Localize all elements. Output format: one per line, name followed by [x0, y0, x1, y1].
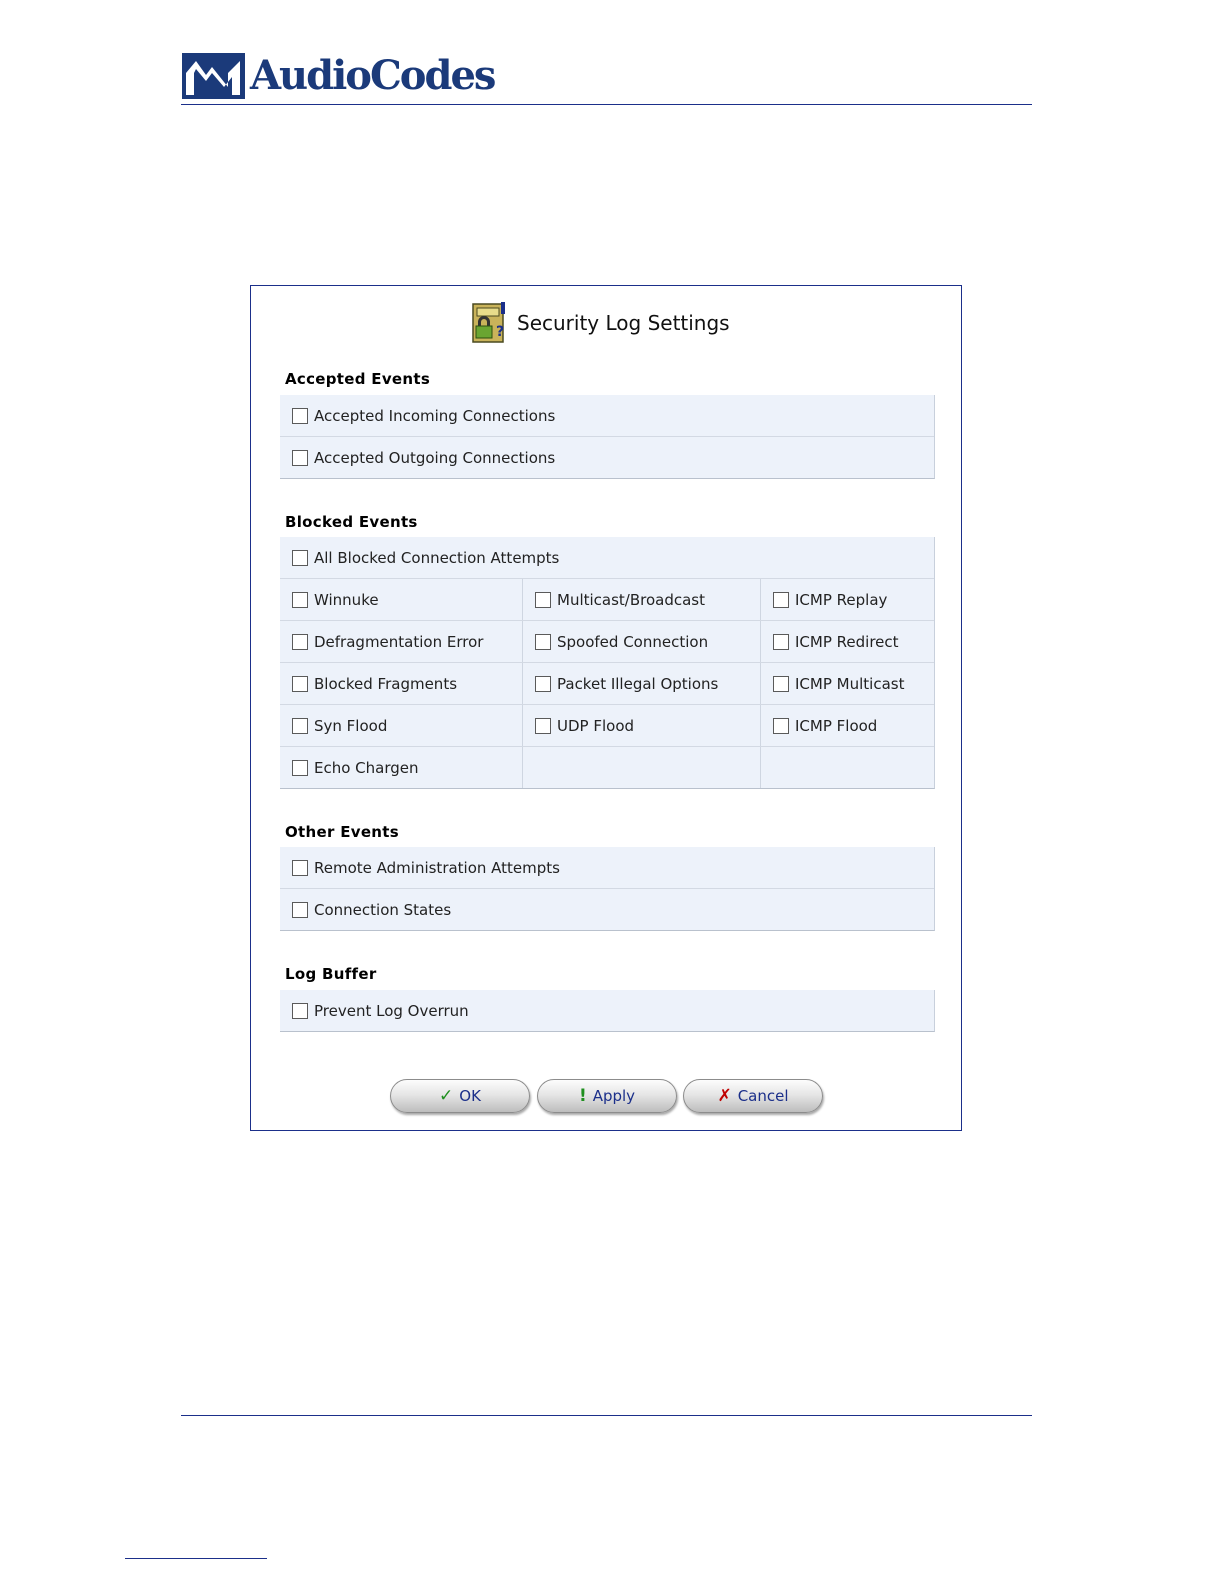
accepted-outgoing-option[interactable]: [280, 437, 934, 478]
accepted-events-heading: Accepted Events: [285, 370, 431, 388]
prevent-log-overrun-option[interactable]: [280, 990, 934, 1031]
list-item: [280, 537, 934, 579]
icmp-multicast-checkbox[interactable]: [773, 676, 789, 692]
checkbox-label: Echo Chargen: [314, 758, 419, 777]
ok-button-label: OK: [459, 1087, 481, 1105]
blocked-events-panel: [280, 537, 935, 789]
log-buffer-panel: [280, 990, 935, 1032]
dialog-title-row: [465, 300, 730, 346]
checkbox-label: Defragmentation Error: [314, 632, 484, 651]
multicast-broadcast-option[interactable]: [523, 579, 761, 620]
list-item: [280, 990, 934, 1031]
remote-admin-checkbox[interactable]: [292, 860, 308, 876]
syn-flood-checkbox[interactable]: [292, 718, 308, 734]
table-row: [280, 705, 934, 747]
icmp-flood-option[interactable]: [761, 705, 934, 746]
exclamation-icon: !: [578, 1086, 587, 1106]
table-row: [280, 747, 934, 788]
apply-button-label: Apply: [592, 1087, 636, 1105]
checkbox-label: Accepted Incoming Connections: [314, 406, 556, 425]
packet-illegal-options-option[interactable]: [523, 663, 761, 704]
ok-button[interactable]: [390, 1079, 530, 1113]
list-item: [280, 847, 934, 889]
prevent-log-overrun-checkbox[interactable]: [292, 1003, 308, 1019]
security-log-settings-dialog: [250, 285, 962, 1131]
checkbox-label: Prevent Log Overrun: [314, 1001, 469, 1020]
spoofed-connection-checkbox[interactable]: [535, 634, 551, 650]
checkbox-label: Remote Administration Attempts: [314, 858, 560, 877]
icmp-replay-option[interactable]: [761, 579, 934, 620]
winnuke-checkbox[interactable]: [292, 592, 308, 608]
footer-divider: [181, 1415, 1032, 1416]
checkbox-label: Spoofed Connection: [557, 632, 709, 651]
checkbox-label: ICMP Replay: [795, 590, 888, 609]
checkbox-label: Connection States: [314, 900, 452, 919]
footnote-divider: [125, 1558, 267, 1559]
all-blocked-option[interactable]: [280, 537, 934, 578]
list-item: [280, 395, 934, 437]
table-row: [280, 621, 934, 663]
defragmentation-error-checkbox[interactable]: [292, 634, 308, 650]
other-events-heading: Other Events: [285, 823, 399, 841]
security-log-icon: [465, 300, 511, 346]
echo-chargen-checkbox[interactable]: [292, 760, 308, 776]
brand-name: AudioCodes: [250, 52, 495, 99]
checkbox-label: Multicast/Broadcast: [557, 590, 706, 609]
log-buffer-heading: Log Buffer: [285, 965, 377, 983]
blocked-events-heading: Blocked Events: [285, 513, 418, 531]
list-item: [280, 437, 934, 478]
header-divider: [181, 104, 1032, 105]
connection-states-checkbox[interactable]: [292, 902, 308, 918]
syn-flood-option[interactable]: [280, 705, 523, 746]
spoofed-connection-option[interactable]: [523, 621, 761, 662]
table-row: [280, 663, 934, 705]
apply-button[interactable]: [537, 1079, 677, 1113]
accepted-events-panel: [280, 395, 935, 479]
accepted-outgoing-checkbox[interactable]: [292, 450, 308, 466]
icmp-redirect-option[interactable]: [761, 621, 934, 662]
blocked-fragments-option[interactable]: [280, 663, 523, 704]
checkbox-label: ICMP Multicast: [795, 674, 905, 693]
checkbox-label: ICMP Redirect: [795, 632, 899, 651]
checkbox-label: UDP Flood: [557, 716, 635, 735]
audiocodes-logo-icon: [182, 53, 245, 99]
checkbox-label: All Blocked Connection Attempts: [314, 548, 560, 567]
x-icon: ✗: [717, 1086, 732, 1106]
checkbox-label: Packet Illegal Options: [557, 674, 719, 693]
all-blocked-checkbox[interactable]: [292, 550, 308, 566]
list-item: [280, 889, 934, 930]
checkbox-label: ICMP Flood: [795, 716, 878, 735]
blocked-fragments-checkbox[interactable]: [292, 676, 308, 692]
udp-flood-checkbox[interactable]: [535, 718, 551, 734]
checkbox-label: Winnuke: [314, 590, 379, 609]
multicast-broadcast-checkbox[interactable]: [535, 592, 551, 608]
cancel-button-label: Cancel: [737, 1087, 789, 1105]
winnuke-option[interactable]: [280, 579, 523, 620]
svg-text:?: ?: [496, 324, 505, 340]
defragmentation-error-option[interactable]: [280, 621, 523, 662]
cancel-button[interactable]: [683, 1079, 823, 1113]
icmp-redirect-checkbox[interactable]: [773, 634, 789, 650]
table-row: [280, 579, 934, 621]
checkbox-label: Syn Flood: [314, 716, 388, 735]
connection-states-option[interactable]: [280, 889, 934, 930]
accepted-incoming-checkbox[interactable]: [292, 408, 308, 424]
icmp-multicast-option[interactable]: [761, 663, 934, 704]
check-icon: ✓: [439, 1086, 454, 1106]
brand-logo: [182, 52, 494, 100]
icmp-flood-checkbox[interactable]: [773, 718, 789, 734]
accepted-incoming-option[interactable]: [280, 395, 934, 436]
dialog-title: Security Log Settings: [517, 311, 730, 335]
icmp-replay-checkbox[interactable]: [773, 592, 789, 608]
other-events-panel: [280, 847, 935, 931]
remote-admin-option[interactable]: [280, 847, 934, 888]
checkbox-label: Blocked Fragments: [314, 674, 458, 693]
empty-cell: [523, 747, 761, 788]
checkbox-label: Accepted Outgoing Connections: [314, 448, 556, 467]
udp-flood-option[interactable]: [523, 705, 761, 746]
echo-chargen-option[interactable]: [280, 747, 523, 788]
empty-cell: [761, 747, 934, 788]
packet-illegal-options-checkbox[interactable]: [535, 676, 551, 692]
